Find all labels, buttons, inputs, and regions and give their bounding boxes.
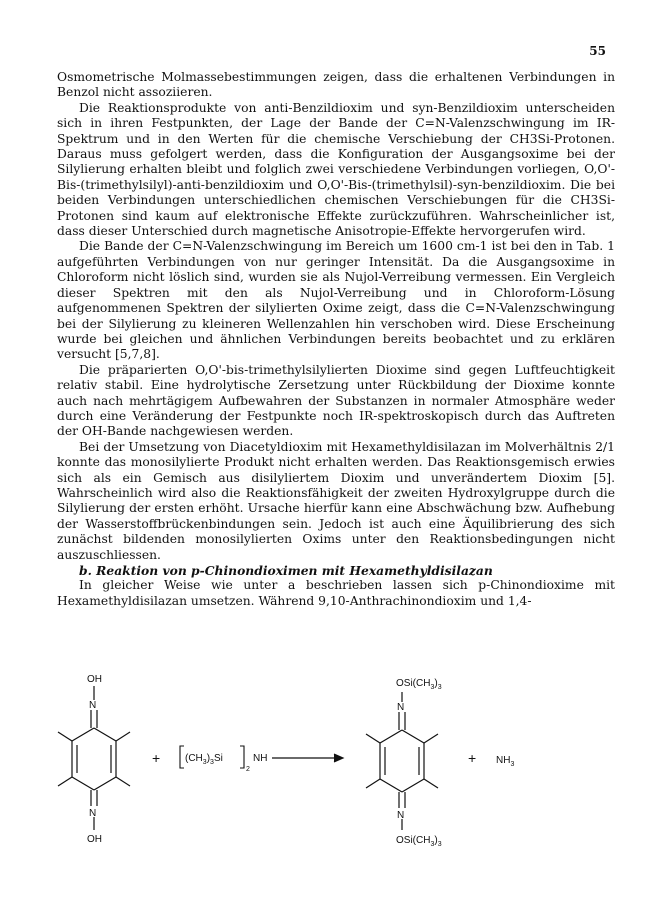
body-text <box>57 70 615 609</box>
product-top-label: $OSi(CH_3)_3$ <box>396 678 442 691</box>
reactant-n-bottom: N <box>89 808 97 819</box>
reaction-scheme <box>0 650 672 912</box>
product-n-bottom: N <box>397 810 405 821</box>
reactant-n-top: N <box>89 700 97 711</box>
byproduct-formula: $NH_3$ <box>496 755 515 768</box>
paragraph-1: Osmometrische Molmassebestimmungen zeigen, dass die erhaltenen Verbindungen in Benzol nicht assoziieren. <box>57 70 615 100</box>
product-n-top: N <box>397 702 405 713</box>
paragraph-5: Bei der Umsetzung von Diacetyldioxim mit Hexamethyldisilazan im Molverhältnis 2/1 konnte das monosilylierte Produkt nicht erhalten werden. Das Reaktionsgemisch erwies sich als ein Gemisch aus disilyliertem Dioxim und unverändertem Dioxim [5]. Wahrscheinlich wird also die Reaktionsfähigkeit der zweiten Hydroxylgruppe durch die Silylierung der ersten erhöht. Ursache hierfür kann eine Abschwächung bzw. Aufhebung der Wasserstoffbrückenbindungen sein. Jedoch ist auch eine Äquilibrierung des sich zunächst bildenden monosilylierten Oxims unter den Reaktionsbedingungen nicht auszuschliessen. <box>57 439 615 562</box>
section-paragraph: In gleicher Weise wie unter a beschrieben lassen sich p-Chinondioxime mit Hexamethyldisilazan umsetzen. Während 9,10-Anthrachinondioxim und 1,4- <box>57 578 615 608</box>
paragraph-3: Die Bande der C=N-Valenzschwingung im Bereich um 1600 cm-1 ist bei den in Tab. 1 aufgeführten Verbindungen von nur geringer Intensität. Da die Ausgangsoxime in Chloroform nicht löslich sind, wurden sie als Nujol-Verreibung vermessen. Ein Vergleich dieser Spektren mit den als Nujol-Verreibung und in Chloroform-Lösung aufgenommenen Spektren der silylierten Oxime zeigt, dass die C=N-Valenzschwingung bei der Silylierung zu kleineren Wellenzahlen hin verschoben wird. Diese Erscheinung wurde bei gleichen und ähnlichen Verbindungen bereits beobachtet und zu erklären versucht [5,7,8]. <box>57 239 615 362</box>
reactant-bottom-label: OH <box>87 834 102 845</box>
plus-sign-2: + <box>468 750 477 766</box>
reactant-top-label: OH <box>87 674 102 685</box>
reagent-subscript: 2 <box>246 766 250 773</box>
reagent-nh: NH <box>253 753 268 764</box>
paragraph-2: Die Reaktionsprodukte von anti-Benzildioxim und syn-Benzildioxim unterscheiden sich in ihren Festpunkten, der Lage der Bande der C=N-Valenzschwingung im IR-Spektrum und in den Werten für die chemische Verschiebung der CH3Si-Protonen. Daraus muss gefolgert werden, dass die Konfiguration der Ausgangsoxime bei der Silylierung erhalten bleibt und folglich zwei verschiedene Verbindungen vorliegen, O,O'-Bis-(trimethylsilyl)-anti-benzildioxim und O,O'-Bis-(trimethylsil)-syn-benzildioxim. Die bei beiden Verbindungen unterschiedlichen chemischen Verschiebungen für die CH3Si-Protonen sind kaum auf elektronische Effekte zurückzuführen. Wahrscheinlicher ist, dass dieser Unterschied durch magnetische Anisotropie-Effekte hervorgerufen wird. <box>57 100 615 239</box>
paragraph-4: Die präparierten O,O'-bis-trimethylsilylierten Dioxime sind gegen Luftfeuchtigkeit relativ stabil. Eine hydrolytische Zersetzung unter Rückbildung der Dioxime konnte auch nach mehrtägigem Aufbewahren der Substanzen in normaler Atmosphäre weder durch eine Veränderung der Festpunkte noch IR-spektroskopisch durch das Auftreten der OH-Bande nachgewiesen werden. <box>57 362 615 439</box>
plus-sign-1: + <box>152 750 161 766</box>
reaction-arrow <box>272 754 343 762</box>
reagent-formula: $(CH_3)_3Si$ <box>185 753 223 766</box>
page-number: 55 <box>589 44 606 58</box>
product-bottom-label: $OSi(CH_3)_3$ <box>396 835 442 848</box>
section-heading: b. Reaktion von p-Chinondioximen mit Hexamethyldisilazan <box>79 563 493 578</box>
